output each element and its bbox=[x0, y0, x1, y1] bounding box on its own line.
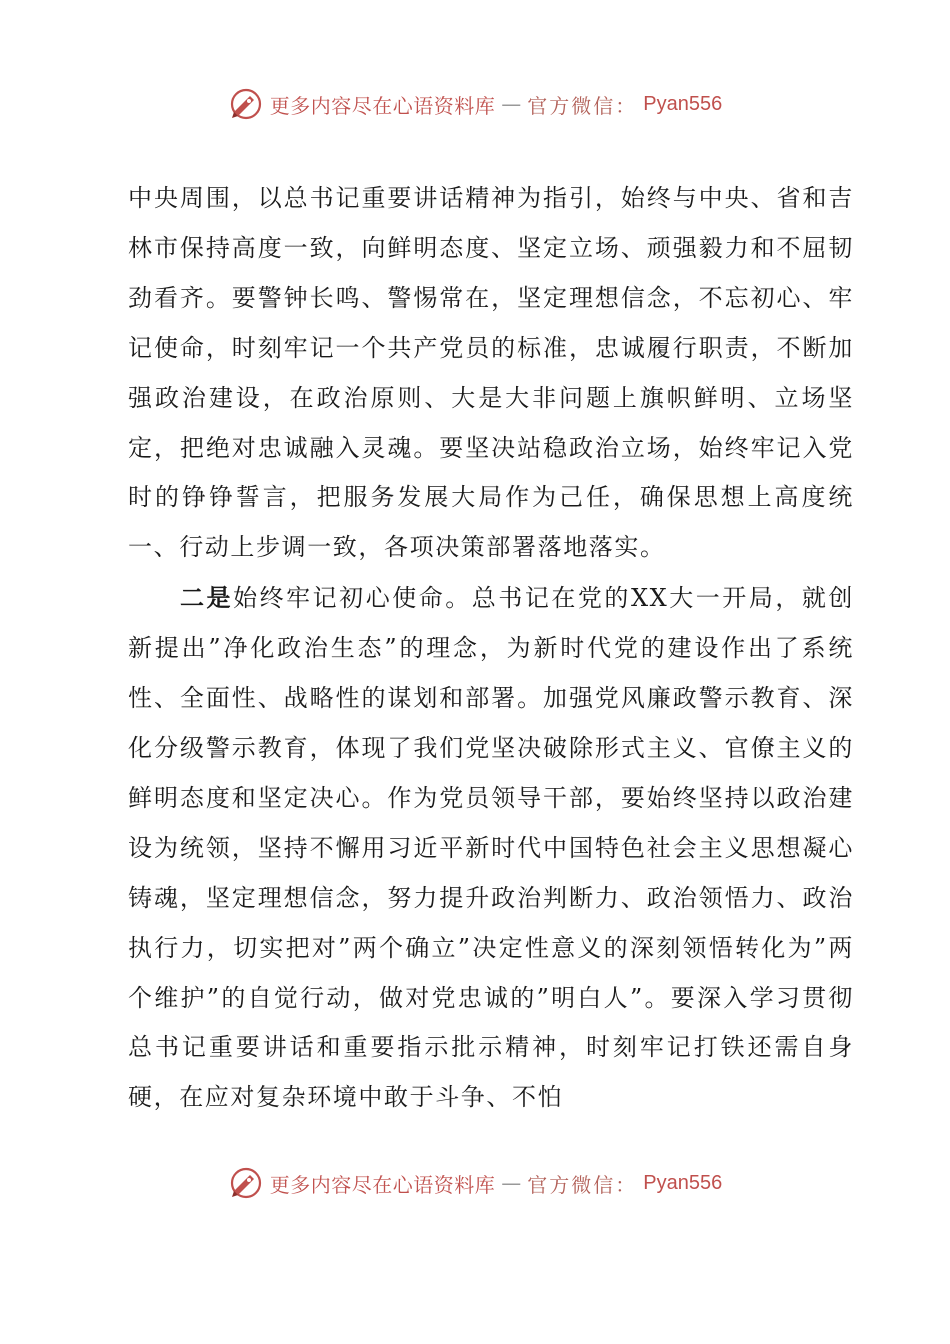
footer-banner-content bbox=[228, 1165, 722, 1201]
pen-nib-logo-icon bbox=[228, 86, 264, 122]
wechat-label: 官方微信： bbox=[527, 1172, 638, 1197]
promo-text: 更多内容尽在心语资料库 bbox=[269, 1172, 496, 1197]
paragraph bbox=[128, 573, 854, 1123]
pen-nib-logo-icon bbox=[228, 1165, 264, 1201]
paragraph: 中央周围，以总书记重要讲话精神为指引，始终与中央、省和吉林市保持高度一致，向鲜明态度、坚定立场、顽强毅力和不屈韧劲看齐。要警钟长鸣、警惕常在，坚定理想信念，不忘初心、牢记使命，时刻牢记一个共产党员的标准，忠诚履行职责，不断加强政治建设，在政治原则、大是大非问题上旗帜鲜明、立场坚定，把绝对忠诚融入灵魂。要坚决站稳政治立场，始终牢记入党时的铮铮誓言，把服务发展大局作为己任，确保思想上高度统一、行动上步调一致，各项决策部署落地落实。 bbox=[128, 184, 854, 562]
header-banner bbox=[0, 82, 950, 126]
banner-separator: — bbox=[501, 1171, 522, 1195]
promo-text: 更多内容尽在心语资料库 bbox=[269, 93, 496, 118]
footer-banner bbox=[0, 1161, 950, 1205]
document-body bbox=[128, 174, 854, 1123]
wechat-id: Pyan556 bbox=[643, 92, 723, 115]
banner-separator: — bbox=[501, 92, 522, 116]
wechat-label: 官方微信： bbox=[527, 93, 638, 118]
paragraph-text: 始终牢记初心使命。总书记在党的XX大一开局，就创新提出”净化政治生态”的理念，为新时代党的建设作出了系统性、全面性、战略性的谋划和部署。加强党风廉政警示教育、深化分级警示教育，体现了我们党坚决破除形式主义、官僚主义的鲜明态度和坚定决心。作为党员领导干部，要始终坚持以政治建设为统领，坚持不懈用习近平新时代中国特色社会主义思想凝心铸魂，坚定理想信念，努力提升政治判断力、政治领悟力、政治执行力，切实把对”两个确立”决定性意义的深刻领悟转化为”两个维护”的自觉行动，做对党忠诚的”明白人”。要深入学习贯彻总书记重要讲话和重要指示批示精神，时刻牢记打铁还需自身硬，在应对复杂环境中敢于斗争、不怕 bbox=[128, 584, 854, 1112]
header-banner-content bbox=[228, 86, 722, 122]
paragraph-lead: 二是 bbox=[180, 583, 234, 613]
wechat-id: Pyan556 bbox=[643, 1171, 723, 1194]
